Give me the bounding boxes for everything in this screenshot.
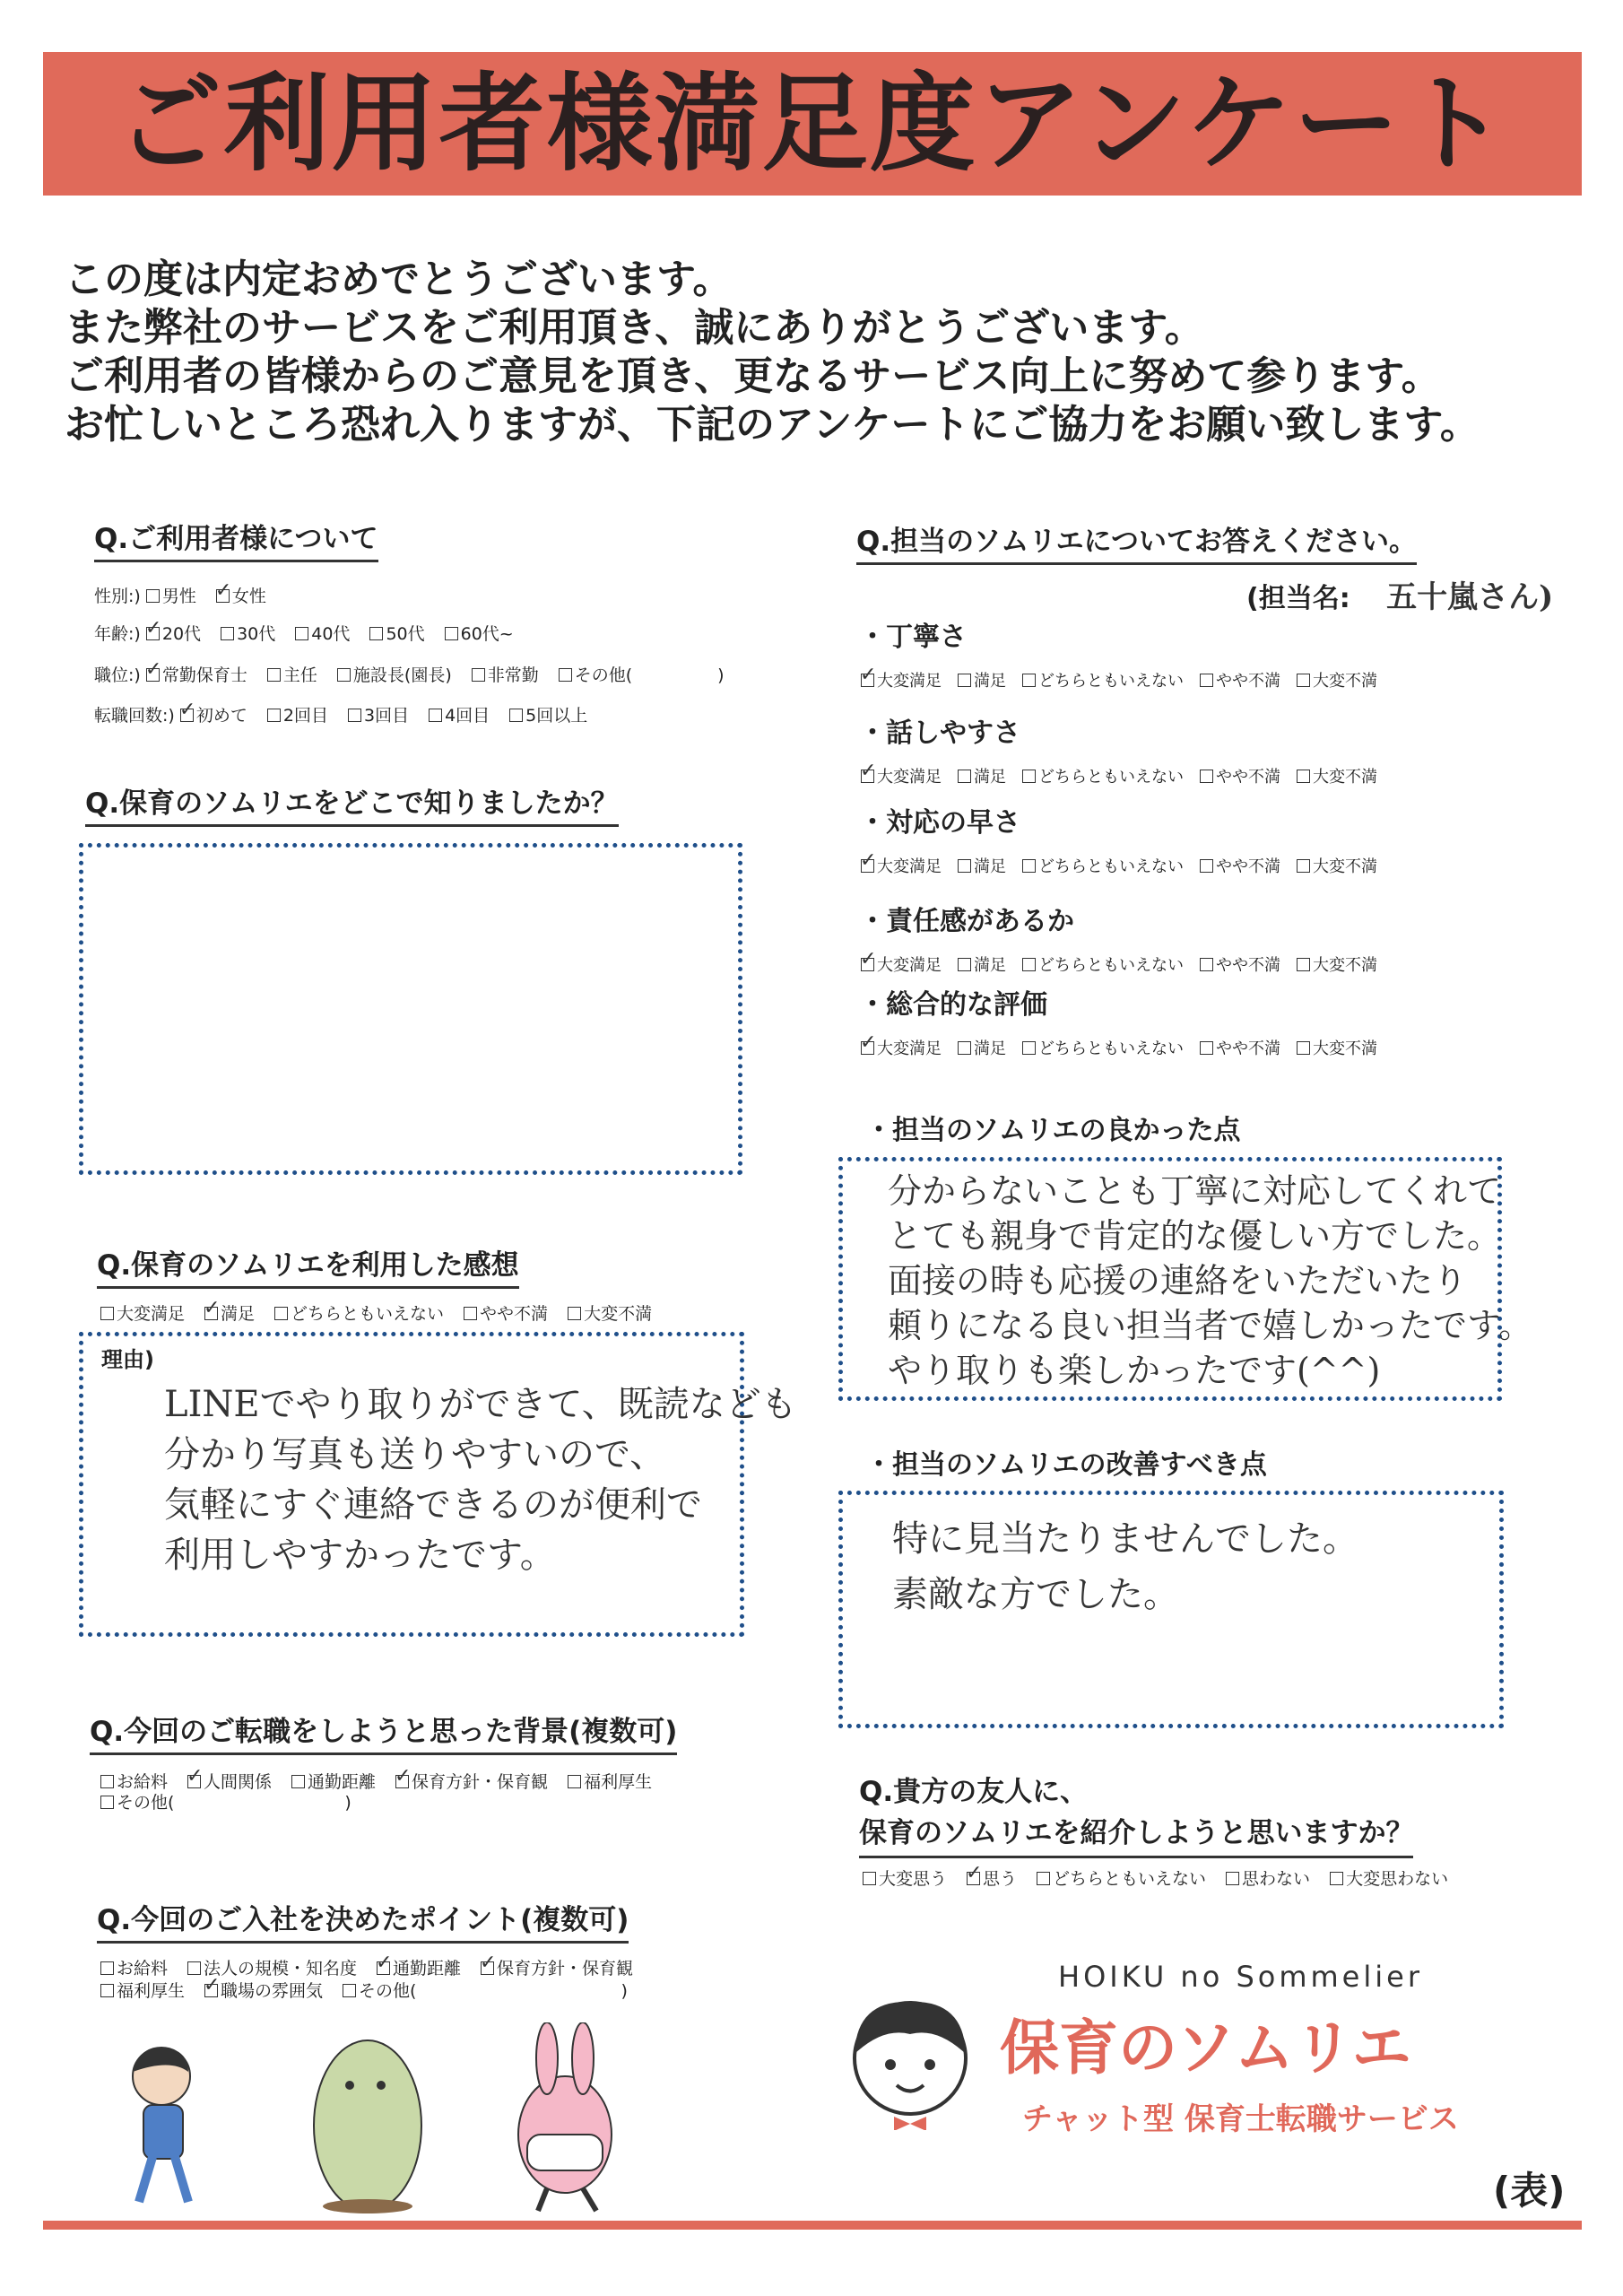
q-user-heading: Q.ご利用者様について — [94, 516, 378, 562]
q-decision-heading: Q.今回のご入社を決めたポイント(複数可) — [97, 1897, 629, 1944]
rating-option-label: やや不満 — [1216, 1039, 1280, 1058]
checkbox[interactable] — [481, 1961, 494, 1975]
reason-box[interactable] — [79, 1332, 797, 1637]
option-label: その他( ) — [574, 665, 725, 685]
rating-option-label: やや不満 — [1216, 956, 1280, 975]
rating-option-label: 大変不満 — [1313, 857, 1377, 876]
staff-name-value: 五十嵐さん) — [1386, 579, 1554, 615]
option-label: やや不満 — [480, 1304, 549, 1324]
rating-option-label: どちらともいえない — [1038, 857, 1184, 876]
rating-option — [1297, 768, 1377, 787]
checkbox[interactable] — [568, 1307, 581, 1320]
option-label: 福利厚生 — [584, 1772, 653, 1792]
option-label: 満足 — [221, 1304, 256, 1324]
reason-line: 気軽にすぐ連絡できるのが便利で — [164, 1484, 702, 1526]
rating-option-label: 満足 — [974, 672, 1006, 691]
option-label: 40代 — [311, 624, 351, 644]
rating-option-label: 大変満足 — [877, 857, 942, 876]
rating-item-label: ・責任感があるか — [859, 906, 1074, 937]
checkbox[interactable] — [472, 668, 485, 682]
bean-character-icon — [314, 2040, 421, 2213]
age-label: 年齢:) — [94, 624, 141, 644]
friend-options — [863, 1866, 1468, 1890]
rating-item-label: ・総合的な評価 — [859, 989, 1047, 1021]
option-label: 20代 — [161, 624, 202, 644]
good-line: 頼りになる良い担当者で嬉しかったです。 — [888, 1306, 1532, 1345]
job-row — [94, 662, 744, 686]
good-heading: ・担当のソムリエの良かった点 — [865, 1115, 1241, 1146]
checkbox[interactable] — [861, 859, 874, 873]
checkbox[interactable] — [1200, 1041, 1213, 1055]
option-label: 5回以上 — [525, 706, 588, 726]
option-label: 主任 — [282, 665, 317, 685]
staff-name-row — [1246, 572, 1553, 622]
footer-bar — [43, 2221, 1582, 2230]
rating-option — [1297, 1039, 1377, 1058]
rating-option — [958, 1039, 1006, 1058]
good-line: やり取りも楽しかったです(^^) — [888, 1351, 1381, 1390]
logo-tagline: チャット型 保育士転職サービス — [1022, 2101, 1459, 2137]
option — [967, 1869, 1017, 1889]
reason-line: 利用しやすかったです。 — [164, 1535, 556, 1576]
improve-line: 素敵な方でした。 — [892, 1574, 1179, 1615]
option-label: 60代~ — [460, 624, 514, 644]
rating-option — [1297, 857, 1377, 876]
rating-option-label: どちらともいえない — [1038, 768, 1184, 787]
option — [295, 624, 350, 644]
improve-heading: ・担当のソムリエの改善すべき点 — [865, 1449, 1267, 1481]
boy-character-icon — [133, 2048, 190, 2202]
improve-box[interactable] — [838, 1491, 1504, 1728]
checkbox[interactable] — [1200, 770, 1213, 783]
checkbox[interactable] — [216, 589, 230, 603]
checkbox[interactable] — [274, 1307, 288, 1320]
checkbox[interactable] — [1297, 674, 1310, 687]
checkbox[interactable] — [1037, 1872, 1050, 1885]
checkbox[interactable] — [1297, 859, 1310, 873]
reason-text — [164, 1379, 797, 1580]
rating-option-label: どちらともいえない — [1038, 956, 1184, 975]
rating-option-label: どちらともいえない — [1038, 672, 1184, 691]
reason-line: LINEでやり取りができて、既読なども — [164, 1384, 797, 1425]
option-label: 大変思わない — [1346, 1869, 1449, 1889]
rating-option — [861, 768, 942, 787]
option — [429, 706, 490, 726]
q-friend-heading — [859, 1771, 1413, 1858]
intro-line: また弊社のサービスをご利用頂き、誠にありがとうございます。 — [65, 305, 1204, 351]
option — [180, 706, 247, 726]
rating-scale — [861, 764, 1393, 787]
checkbox[interactable] — [100, 1984, 114, 1997]
improve-text — [892, 1511, 1358, 1622]
rating-option — [1022, 768, 1184, 787]
intro-text — [65, 256, 1571, 449]
option-label: 職場の雰囲気 — [221, 1981, 324, 2001]
rating-scale — [861, 952, 1393, 976]
rating-option-label: 満足 — [974, 768, 1006, 787]
intro-line: この度は内定おめでとうございます。 — [65, 257, 733, 302]
background-other — [100, 1789, 352, 1813]
logo-face-icon — [838, 1982, 982, 2130]
checkbox[interactable] — [509, 709, 523, 722]
option-label: お給料 — [117, 1772, 169, 1792]
option — [267, 665, 317, 685]
checkbox[interactable] — [221, 627, 234, 640]
option — [1037, 1869, 1206, 1889]
option-label: 初めて — [195, 706, 247, 726]
good-text — [888, 1169, 1532, 1393]
checkbox[interactable] — [958, 770, 971, 783]
checkbox[interactable] — [291, 1775, 305, 1788]
rating-option-label: 大変満足 — [877, 956, 942, 975]
option — [395, 1772, 548, 1792]
checkbox[interactable] — [1022, 770, 1036, 783]
option-label: 50代 — [386, 624, 425, 644]
q-impression-heading: Q.保育のソムリエを利用した感想 — [97, 1242, 519, 1289]
rating-option — [1200, 672, 1280, 691]
checkbox[interactable] — [295, 627, 308, 640]
checkbox[interactable] — [1200, 958, 1213, 971]
option-label: 大変満足 — [117, 1304, 186, 1324]
checkbox[interactable] — [958, 958, 971, 971]
checkbox[interactable] — [559, 668, 572, 682]
option-label: 思わない — [1242, 1869, 1311, 1889]
rating-option — [1297, 672, 1377, 691]
reason-line: 分かり写真も送りやすいので、 — [164, 1434, 666, 1475]
checkbox[interactable] — [1022, 674, 1036, 687]
good-line: とても親身で肯定的な優しい方でした。 — [888, 1216, 1502, 1256]
rating-option — [958, 672, 1006, 691]
checkbox[interactable] — [187, 1961, 201, 1975]
rating-option — [861, 672, 942, 691]
rating-option — [1200, 857, 1280, 876]
checkbox[interactable] — [1022, 1041, 1036, 1055]
checkbox[interactable] — [1330, 1872, 1343, 1885]
rating-option-label: 満足 — [974, 857, 1006, 876]
option — [337, 665, 452, 685]
option-label: 保育方針・保育観 — [497, 1959, 634, 1979]
rating-option — [1200, 1039, 1280, 1058]
rating-option — [861, 956, 942, 975]
intro-line: ご利用者の皆様からのご意見を頂き、更なるサービス向上に努めて参ります。 — [65, 353, 1441, 399]
checkbox[interactable] — [180, 709, 194, 722]
option-label: 人間関係 — [204, 1772, 273, 1792]
rating-option — [1297, 956, 1377, 975]
option — [146, 665, 247, 685]
option — [100, 1981, 185, 2001]
page-title: ご利用者様満足度アンケート — [116, 62, 1509, 186]
rabbit-character-icon — [518, 2022, 612, 2211]
option-label: どちらともいえない — [1053, 1869, 1207, 1889]
option-label: 大変思う — [879, 1869, 948, 1889]
checkbox[interactable] — [146, 668, 160, 682]
option — [445, 624, 514, 644]
count-row — [94, 702, 607, 726]
option — [559, 665, 725, 685]
option-label: 常勤保育士 — [161, 665, 247, 685]
option — [204, 1981, 323, 2001]
rating-option — [1022, 672, 1184, 691]
option — [369, 624, 424, 644]
title-bar — [43, 52, 1582, 196]
background-other-label: その他( ) — [117, 1793, 352, 1813]
option — [464, 1304, 548, 1324]
option-label: 福利厚生 — [117, 1981, 186, 2001]
option — [472, 665, 539, 685]
q-sommelier-heading: Q.担当のソムリエについてお答えください。 — [856, 518, 1417, 565]
option-label: お給料 — [117, 1959, 169, 1979]
checkbox[interactable] — [267, 709, 281, 722]
gender-row — [94, 583, 286, 607]
rating-scale — [861, 854, 1393, 877]
option-label: 3回目 — [363, 706, 410, 726]
checkbox[interactable] — [429, 709, 442, 722]
checkbox[interactable] — [395, 1775, 409, 1788]
rating-option — [958, 857, 1006, 876]
rating-option-label: 大変満足 — [877, 1039, 942, 1058]
checkbox[interactable] — [100, 1796, 114, 1809]
q-where-heading: Q.保育のソムリエをどこで知りましたか？ — [85, 780, 619, 827]
checkbox[interactable] — [100, 1307, 114, 1320]
checkbox[interactable] — [464, 1307, 477, 1320]
option — [100, 1959, 168, 1979]
option — [146, 587, 196, 606]
option-label: 女性 — [231, 587, 266, 606]
rating-option-label: 大変不満 — [1313, 956, 1377, 975]
page-side-label: (表) — [1493, 2169, 1566, 2213]
checkbox[interactable] — [1022, 859, 1036, 873]
rating-item-label: ・話しやすさ — [859, 718, 1020, 749]
checkbox[interactable] — [958, 1041, 971, 1055]
decision-row1 — [100, 1955, 653, 1979]
option-label: 思う — [983, 1869, 1018, 1889]
improve-line: 特に見当たりませんでした。 — [892, 1518, 1358, 1560]
age-row — [94, 621, 534, 645]
good-line: 面接の時も応援の連絡をいただいたり — [888, 1261, 1468, 1300]
q-friend-heading-line2: 保育のソムリエを紹介しようと思いますか？ — [859, 1813, 1413, 1858]
rating-item-label: ・対応の早さ — [859, 807, 1020, 839]
rating-scale — [861, 1036, 1393, 1059]
option — [1226, 1869, 1310, 1889]
option-label: 保育方針・保育観 — [412, 1772, 549, 1792]
rating-option-label: 大変不満 — [1313, 1039, 1377, 1058]
rating-option-label: 満足 — [974, 956, 1006, 975]
checkbox[interactable] — [1297, 770, 1310, 783]
checkbox[interactable] — [1297, 1041, 1310, 1055]
checkbox[interactable] — [861, 958, 874, 971]
rating-option — [861, 857, 942, 876]
checkbox[interactable] — [204, 1984, 218, 1997]
rating-option-label: 大変満足 — [877, 672, 942, 691]
option — [343, 1981, 628, 2001]
option — [146, 624, 201, 644]
rating-option — [958, 768, 1006, 787]
staff-name-label: (担当名: — [1246, 583, 1350, 614]
option-label: 通勤距離 — [393, 1959, 462, 1979]
rating-option — [1022, 857, 1184, 876]
option — [348, 706, 409, 726]
checkbox[interactable] — [1200, 674, 1213, 687]
checkbox[interactable] — [100, 1961, 114, 1975]
option-label: 2回目 — [282, 706, 328, 726]
option — [568, 1772, 652, 1792]
option — [509, 706, 587, 726]
checkbox[interactable] — [861, 1041, 874, 1055]
intro-line: お忙しいところ恐れ入りますが、下記のアンケートにご協力をお願い致します。 — [65, 402, 1480, 448]
option-label: その他( ) — [359, 1981, 628, 2001]
checkbox[interactable] — [146, 627, 160, 640]
rating-option — [1022, 956, 1184, 975]
checkbox[interactable] — [343, 1984, 356, 1997]
checkbox[interactable] — [861, 770, 874, 783]
rating-scale — [861, 668, 1393, 691]
rating-option-label: やや不満 — [1216, 857, 1280, 876]
option — [863, 1869, 947, 1889]
option-label: 男性 — [161, 587, 196, 606]
checkbox[interactable] — [1297, 958, 1310, 971]
checkbox[interactable] — [348, 709, 361, 722]
option — [568, 1304, 652, 1324]
option-label: 法人の規模・知名度 — [204, 1959, 358, 1979]
checkbox[interactable] — [958, 674, 971, 687]
checkbox[interactable] — [1226, 1872, 1239, 1885]
option-label: 施設長(園長) — [352, 665, 452, 685]
option — [377, 1959, 461, 1979]
option-label: 通勤距離 — [308, 1772, 377, 1792]
q-friend-heading-line1: Q.貴方の友人に、 — [859, 1776, 1089, 1808]
option-label: 大変不満 — [584, 1304, 653, 1324]
option — [204, 1304, 255, 1324]
decision-row2 — [100, 1978, 647, 2002]
checkbox[interactable] — [377, 1961, 390, 1975]
job-label: 職位:) — [94, 665, 141, 685]
checkbox[interactable] — [958, 859, 971, 873]
rating-option-label: やや不満 — [1216, 672, 1280, 691]
rating-option — [1200, 956, 1280, 975]
logo-japanese: 保育のソムリエ — [1000, 2013, 1411, 2083]
option — [1330, 1869, 1448, 1889]
mascot-illustration — [99, 2022, 673, 2215]
count-label: 転職回数:) — [94, 706, 175, 726]
rating-option — [1022, 1039, 1184, 1058]
option — [100, 1304, 185, 1324]
checkbox[interactable] — [1022, 958, 1036, 971]
good-box[interactable] — [838, 1157, 1532, 1401]
logo-english: HOIKU no Sommelier — [1058, 1960, 1423, 1994]
rating-option-label: 満足 — [974, 1039, 1006, 1058]
option-label: どちらともいえない — [291, 1304, 445, 1324]
checkbox[interactable] — [204, 1307, 218, 1320]
option-label: 非常勤 — [487, 665, 539, 685]
rating-option-label: 大変不満 — [1313, 768, 1377, 787]
gender-label: 性別:) — [94, 587, 141, 606]
q-background-heading: Q.今回のご転職をしようと思った背景(複数可) — [90, 1709, 677, 1755]
rating-item-label: ・丁寧さ — [859, 622, 967, 653]
checkbox[interactable] — [863, 1872, 876, 1885]
checkbox[interactable] — [568, 1775, 581, 1788]
checkbox[interactable] — [369, 627, 383, 640]
checkbox[interactable] — [337, 668, 351, 682]
checkbox[interactable] — [146, 589, 160, 603]
checkbox[interactable] — [100, 1775, 114, 1788]
option — [481, 1959, 633, 1979]
good-line: 分からないことも丁寧に対応してくれて — [888, 1171, 1502, 1211]
option — [267, 706, 328, 726]
option — [216, 587, 266, 606]
rating-option — [861, 1039, 942, 1058]
checkbox[interactable] — [861, 674, 874, 687]
rating-option-label: 大変満足 — [877, 768, 942, 787]
checkbox[interactable] — [445, 627, 458, 640]
where-answer-box[interactable] — [79, 843, 742, 1175]
checkbox[interactable] — [187, 1775, 201, 1788]
option-label: 4回目 — [445, 706, 490, 726]
rating-option-label: やや不満 — [1216, 768, 1280, 787]
rating-option-label: どちらともいえない — [1038, 1039, 1184, 1058]
option-label: 30代 — [237, 624, 276, 644]
option — [274, 1304, 444, 1324]
rating-option — [958, 956, 1006, 975]
checkbox[interactable] — [267, 668, 281, 682]
rating-option-label: 大変不満 — [1313, 672, 1377, 691]
reason-label: 理由) — [101, 1347, 154, 1372]
option — [221, 624, 275, 644]
checkbox[interactable] — [967, 1872, 980, 1885]
rating-option — [1200, 768, 1280, 787]
impression-options — [100, 1300, 672, 1325]
checkbox[interactable] — [1200, 859, 1213, 873]
